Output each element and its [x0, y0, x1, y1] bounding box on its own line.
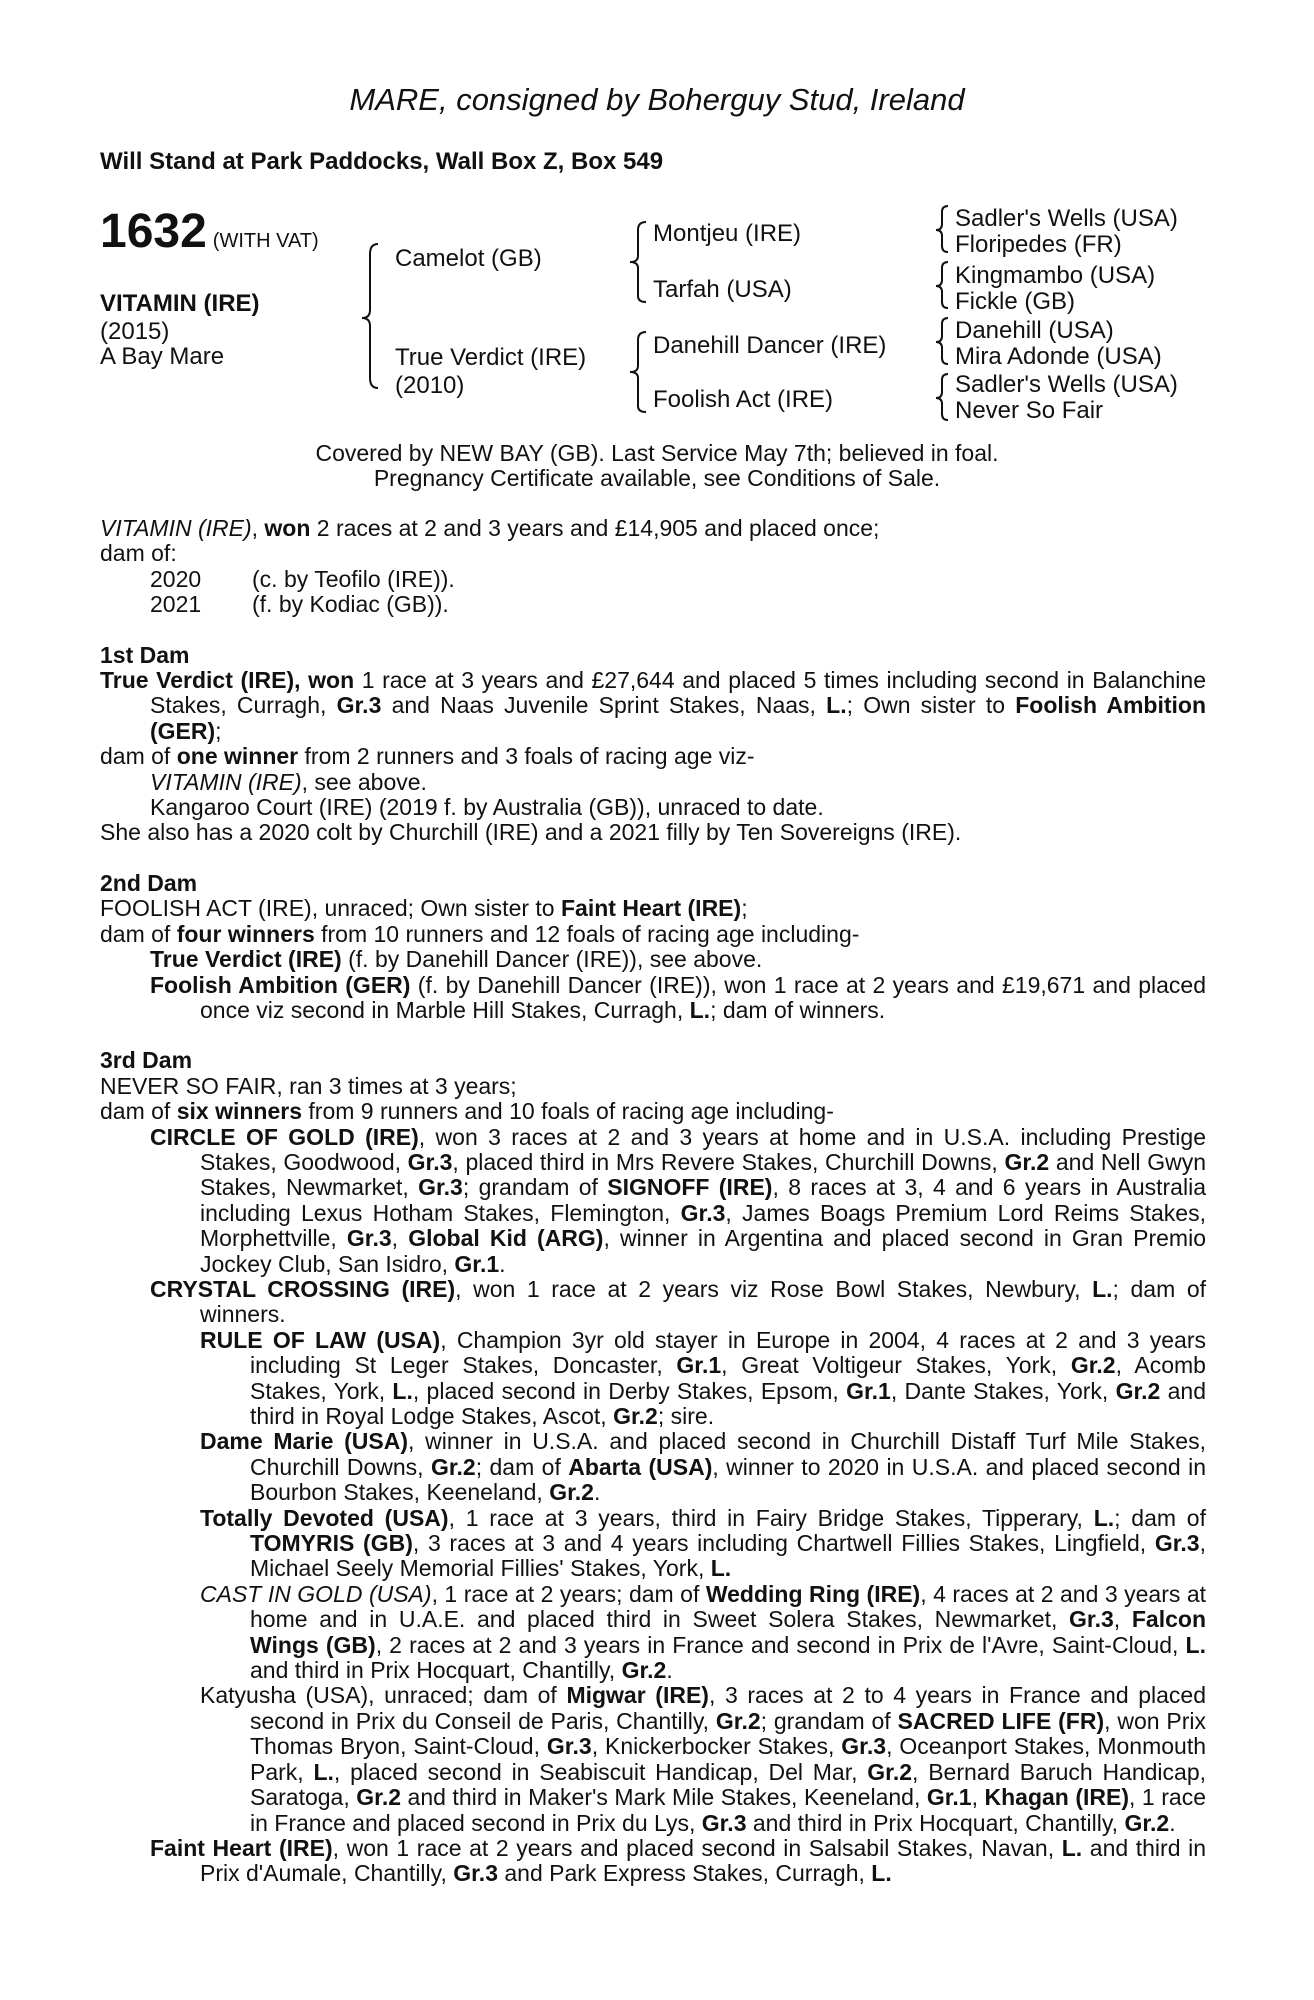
text: . — [499, 1250, 506, 1277]
descendant-name: Falcon Wings (GB) — [250, 1606, 1206, 1658]
pedigree-g3: Kingmambo (USA) — [955, 262, 1156, 289]
text: , winner to 2020 in U.S.A. and placed second in Bourbon Stakes, Keeneland, — [250, 1453, 1207, 1506]
text: , won Prix Thomas Bryon, Saint-Cloud, — [250, 1707, 1206, 1760]
third-dam-child — [100, 1125, 1206, 1277]
descendant-name: Wedding Ring (IRE) — [705, 1580, 921, 1607]
text: . — [666, 1657, 673, 1684]
grade: L. — [710, 1555, 732, 1582]
text: , 3 races at 2 to 4 years in France and placed second in Prix du Conseil de Paris, Chantilly, — [250, 1682, 1207, 1734]
stand-location: Will Stand at Park Paddocks, Wall Box Z, Box 549 — [100, 148, 664, 175]
text: ; — [741, 895, 748, 922]
intro-won: won — [264, 515, 311, 541]
grade: L. — [1093, 1504, 1115, 1531]
descendant-name: Global Kid (ARG) — [408, 1225, 604, 1252]
grade: Gr.2 — [1004, 1148, 1050, 1175]
text: , 1 race at 2 years; dam of — [431, 1580, 706, 1607]
text: from 10 runners and 12 foals of racing age including- — [314, 920, 860, 947]
winner-count: four winners — [176, 920, 315, 947]
grade: Gr.1 — [676, 1352, 722, 1379]
text: ; dam of winners. — [200, 1275, 1206, 1328]
pedigree-g8: Never So Fair — [955, 397, 1104, 424]
grade: Gr.3 — [336, 692, 382, 719]
pedigree-g1: Sadler's Wells (USA) — [955, 205, 1178, 232]
text: , 1 race in France and placed second in Prix du Lys, — [250, 1784, 1206, 1836]
child-name: True Verdict (IRE) — [150, 946, 342, 973]
text: and third in Prix d'Aumale, Chantilly, — [200, 1834, 1206, 1887]
text: , winner in Argentina and placed second in Gran Premio Jockey Club, San Isidro, — [200, 1225, 1206, 1277]
text: , Great Voltigeur Stakes, York, — [721, 1352, 1071, 1379]
horse-name: VITAMIN (IRE) — [100, 290, 260, 317]
grade: Gr.1 — [846, 1377, 891, 1404]
grade: Gr.3 — [407, 1148, 453, 1175]
second-dam-child — [100, 947, 1206, 972]
text: , won 1 race at 2 years and placed second in Salsabil Stakes, Navan, — [332, 1834, 1062, 1861]
text: , Oceanport Stakes, Monmouth Park, — [250, 1733, 1207, 1785]
text: Katyusha (USA), unraced; dam of — [200, 1682, 567, 1709]
text: , won 3 races at 2 and 3 years at home and in U.S.A. including Prestige Stakes, Goodwood, — [200, 1123, 1206, 1175]
first-dam-child — [100, 770, 1206, 795]
descendant-name: Migwar (IRE) — [566, 1682, 709, 1709]
brace-g3 — [936, 318, 948, 364]
text: , 3 races at 3 and 4 years including Chartwell Fillies Stakes, Lingfield, — [412, 1530, 1155, 1557]
first-dam-record — [100, 668, 1206, 744]
text: , Michael Seely Memorial Fillies' Stakes, York, — [250, 1530, 1206, 1582]
first-dam-won: , won — [294, 667, 355, 694]
text: dam of — [100, 1098, 177, 1125]
descendant-name: SACRED LIFE (FR) — [897, 1707, 1105, 1734]
text: and third in Maker's Mark Mile Stakes, Keeneland, — [401, 1784, 927, 1811]
text: ; — [215, 717, 222, 744]
text: , 2 races at 2 and 3 years in France and second in Prix de l'Avre, Saint-Cloud, — [375, 1631, 1186, 1658]
text: , placed second in Seabiscuit Handicap, Del Mar, — [333, 1758, 868, 1785]
intro-dam-of: dam of: — [100, 540, 177, 567]
grade: L. — [1061, 1834, 1083, 1861]
first-dam-also: She also has a 2020 colt by Churchill (IRE) and a 2021 filly by Ten Sovereigns (IRE). — [100, 819, 962, 846]
grade: L. — [1185, 1631, 1206, 1658]
produce-year: 2021 — [150, 591, 202, 618]
text: and third in Prix Hocquart, Chantilly, — [250, 1657, 622, 1684]
grandchild-record — [100, 1683, 1206, 1835]
brace-dam-line — [630, 332, 646, 412]
grade: L. — [826, 692, 847, 719]
third-dam-heading: 3rd Dam — [100, 1047, 193, 1074]
text: FOOLISH ACT (IRE), unraced; Own sister to — [100, 895, 561, 922]
text: , Dante Stakes, York, — [890, 1377, 1116, 1404]
text: dam of — [100, 920, 177, 947]
child-name: Foolish Ambition (GER) — [150, 971, 411, 998]
grade: Gr.1 — [926, 1784, 972, 1811]
grade: Gr.2 — [1070, 1352, 1116, 1379]
text: , see above. — [301, 768, 427, 795]
pedigree-dam-year: (2010) — [395, 372, 465, 399]
grade: Gr.3 — [680, 1199, 726, 1226]
text: , Bernard Baruch Handicap, Saratoga, — [250, 1758, 1207, 1811]
text: ; dam of — [475, 1453, 569, 1480]
text: and third in Prix Hocquart, Chantilly, — [746, 1809, 1125, 1836]
text: , 4 races at 2 and 3 years at home and in U.A.E. and placed third in Sweet Solera Stakes, Newmarket, — [250, 1580, 1207, 1633]
text: dam of — [100, 743, 177, 770]
produce-row — [100, 567, 1206, 592]
intro-text: 2 races at 2 and 3 years and £14,905 and placed once; — [310, 515, 880, 541]
text: , Knickerbocker Stakes, — [591, 1733, 842, 1760]
pedigree-dam-dam: Foolish Act (IRE) — [653, 386, 834, 413]
text: and Nell Gwyn Stakes, Newmarket, — [200, 1148, 1206, 1201]
first-dam-child: Kangaroo Court (IRE) (2019 f. by Australia (GB)), unraced to date. — [150, 794, 824, 821]
pedigree-dam-sire: Danehill Dancer (IRE) — [653, 332, 887, 359]
grandchild-name: CAST IN GOLD (USA) — [200, 1580, 432, 1607]
grade: Gr.2 — [549, 1479, 594, 1506]
text: , James Boags Premium Lord Reims Stakes, Morphettville, — [200, 1199, 1206, 1252]
text: and third in Royal Lodge Stakes, Ascot, — [250, 1377, 1207, 1429]
grade: Gr.3 — [841, 1733, 887, 1760]
grade: L. — [392, 1377, 413, 1404]
second-dam-child — [100, 973, 1206, 1024]
grade: Gr.3 — [1069, 1606, 1114, 1633]
brace-g2 — [936, 262, 948, 308]
grade: Gr.3 — [701, 1809, 747, 1836]
grade: L. — [313, 1758, 334, 1785]
pedigree-g2: Floripedes (FR) — [955, 231, 1122, 258]
grandchild-record — [100, 1328, 1206, 1430]
child-name: CIRCLE OF GOLD (IRE) — [150, 1123, 419, 1150]
text: ; grandam of — [462, 1174, 608, 1201]
grade: Gr.3 — [418, 1174, 463, 1201]
grade: Gr.3 — [1154, 1530, 1200, 1557]
grade: Gr.2 — [1115, 1377, 1161, 1404]
page-title: MARE, consigned by Boherguy Stud, Ireland — [349, 82, 965, 117]
text: , placed third in Mrs Revere Stakes, Churchill Downs, — [452, 1148, 1005, 1175]
text: and Park Express Stakes, Curragh, — [498, 1860, 872, 1887]
text: ; dam of — [1114, 1504, 1206, 1531]
text: , — [1113, 1606, 1132, 1633]
text: , — [971, 1784, 985, 1811]
text: , won 1 race at 2 years viz Rose Bowl Stakes, Newbury, — [455, 1275, 1093, 1302]
text: , 8 races at 3, 4 and 6 years in Australia including Lexus Hotham Stakes, Flemington, — [200, 1174, 1206, 1226]
text: ; grandam of — [760, 1707, 898, 1734]
text: from 2 runners and 3 foals of racing age viz- — [298, 743, 755, 770]
sister-name: Faint Heart (IRE) — [561, 895, 742, 922]
grade: Gr.2 — [867, 1758, 913, 1785]
text: ; sire. — [657, 1403, 715, 1429]
winner-count: six winners — [176, 1098, 302, 1125]
first-dam-name: True Verdict (IRE) — [100, 667, 295, 694]
brace-sire-line — [630, 222, 646, 302]
text: (f. by Danehill Dancer (IRE)), won 1 race at 2 years and £19,671 and placed once viz second in Marble Hill Stakes, Curragh, — [200, 971, 1206, 1023]
grade: Gr.2 — [715, 1707, 761, 1734]
pregnancy-line: Pregnancy Certificate available, see Conditions of Sale. — [373, 465, 941, 491]
grade: Gr.3 — [546, 1733, 592, 1760]
second-dam-record — [100, 896, 1206, 921]
pedigree-g5: Danehill (USA) — [955, 317, 1114, 344]
second-dam-heading: 2nd Dam — [100, 869, 198, 896]
intro-horse: VITAMIN (IRE) — [100, 515, 252, 541]
text: ; dam of winners. — [710, 996, 886, 1023]
descendant-name: Abarta (USA) — [568, 1453, 713, 1480]
covered-line: Covered by NEW BAY (GB). Last Service May 7th; believed in foal. — [315, 440, 999, 466]
third-dam-produce — [100, 1099, 1206, 1124]
produce-row — [100, 592, 1206, 617]
produce-detail: (c. by Teofilo (IRE)). — [252, 565, 455, 592]
child-name: VITAMIN (IRE) — [150, 768, 302, 795]
child-name: Faint Heart (IRE) — [150, 1834, 333, 1861]
grade: Gr.2 — [430, 1453, 476, 1480]
pedigree-g4: Fickle (GB) — [955, 288, 1075, 315]
descendant-name: SIGNOFF (IRE) — [607, 1174, 773, 1201]
text: . — [593, 1479, 601, 1506]
first-dam-heading: 1st Dam — [100, 641, 190, 668]
pedigree-g7: Sadler's Wells (USA) — [955, 371, 1178, 398]
grandchild-record — [100, 1506, 1206, 1582]
intro-line: VITAMIN (IRE), won 2 races at 2 and 3 years and £14,905 and placed once; — [100, 515, 880, 541]
brace-first-gen — [362, 244, 378, 388]
catalogue-body — [100, 516, 1206, 1887]
child-name: CRYSTAL CROSSING (IRE) — [150, 1275, 456, 1302]
grandchild-name: Dame Marie (USA) — [200, 1428, 409, 1455]
horse-description: A Bay Mare — [100, 343, 225, 370]
text: , — [391, 1225, 409, 1252]
third-dam-child — [100, 1277, 1206, 1328]
text: , Acomb Stakes, York, — [250, 1352, 1206, 1404]
descendant-name: TOMYRIS (GB) — [250, 1530, 413, 1557]
vat-note: (WITH VAT) — [212, 230, 319, 252]
text: , winner in U.S.A. and placed second in Churchill Distaff Turf Mile Stakes, Churchill Downs, — [250, 1428, 1206, 1480]
grade: Gr.3 — [453, 1860, 498, 1887]
grade: Gr.2 — [356, 1784, 402, 1811]
pedigree-sire: Camelot (GB) — [395, 245, 542, 272]
grade: L. — [1092, 1275, 1113, 1302]
grandchild-name: Totally Devoted (USA) — [200, 1504, 449, 1531]
brace-g1 — [936, 206, 948, 252]
pedigree-dam: True Verdict (IRE) — [395, 344, 587, 371]
text: , Champion 3yr old stayer in Europe in 2004, 4 races at 2 and 3 years including St Leger Stakes, Doncaster, — [250, 1326, 1206, 1379]
text: and Naas Juvenile Sprint Stakes, Naas, — [381, 692, 827, 719]
grade: L. — [871, 1860, 892, 1887]
second-dam-produce — [100, 922, 1206, 947]
grade: Gr.2 — [613, 1403, 658, 1429]
produce-year: 2020 — [150, 565, 202, 592]
text: . — [1169, 1809, 1176, 1836]
winner-count: one winner — [176, 743, 299, 770]
sister-name: Foolish Ambition (GER) — [150, 692, 1207, 744]
lot-number-value: 1632 — [100, 205, 207, 258]
text: from 9 runners and 10 foals of racing age including- — [302, 1098, 834, 1125]
pedigree-g6: Mira Adonde (USA) — [955, 343, 1162, 370]
grade: Gr.1 — [454, 1250, 500, 1277]
text: (f. by Danehill Dancer (IRE)), see above. — [341, 946, 763, 973]
first-dam-produce — [100, 744, 1206, 769]
text: , placed second in Derby Stakes, Epsom, — [412, 1377, 847, 1404]
grade: Gr.2 — [1124, 1809, 1170, 1836]
horse-year: (2015) — [100, 318, 170, 345]
text: ; Own sister to — [846, 692, 1016, 719]
text: 1 race at 3 years and £27,644 and placed 5 times including second in Balanchine Stakes, Curragh, — [150, 667, 1207, 719]
produce-detail: (f. by Kodiac (GB)). — [252, 591, 449, 618]
pedigree-sire-dam: Tarfah (USA) — [653, 276, 792, 303]
text: , 1 race at 3 years, third in Fairy Bridge Stakes, Tipperary, — [448, 1504, 1094, 1531]
grandchild-record — [100, 1429, 1206, 1505]
grade: Gr.2 — [621, 1657, 667, 1684]
grandchild-record — [100, 1582, 1206, 1684]
pedigree-sire-sire: Montjeu (IRE) — [653, 220, 802, 247]
third-dam-record: NEVER SO FAIR, ran 3 times at 3 years; — [100, 1072, 517, 1099]
descendant-name: Khagan (IRE) — [984, 1784, 1130, 1811]
brace-g4 — [936, 374, 948, 420]
third-dam-child — [100, 1836, 1206, 1887]
grade: L. — [689, 996, 711, 1023]
grandchild-name: RULE OF LAW (USA) — [200, 1326, 441, 1353]
grade: Gr.3 — [346, 1225, 392, 1252]
